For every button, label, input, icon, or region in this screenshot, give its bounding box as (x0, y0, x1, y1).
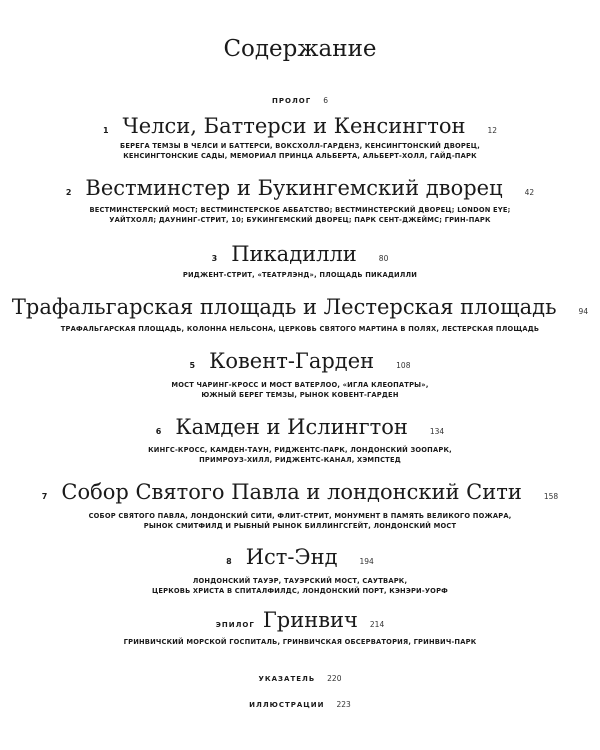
chapter-title: Трафальгарская площадь и Лестерская площадь (11, 295, 557, 319)
chapter-subtopics: СОБОР СВЯТОГО ПАВЛА, ЛОНДОНСКИЙ СИТИ, ФЛИТ-СТРИТ, МОНУМЕНТ В ПАМЯТЬ ВЕЛИКОГО ПОЖАРА, (88, 512, 512, 520)
chapter-title: Челси, Баттерси и Кенсингтон (122, 114, 466, 138)
toc-entry-prologue[interactable] (10, 88, 590, 107)
chapter-page: 80 (378, 254, 389, 263)
illustrations-page: 223 (336, 700, 351, 709)
chapter-title: Камден и Ислингтон (175, 415, 408, 439)
chapter-subtopics: УАЙТХОЛЛ; ДАУНИНГ-СТРИТ, 10; БУКИНГЕМСКИЙ ДВОРЕЦ; ПАРК СЕНТ-ДЖЕЙМС; ГРИН-ПАРК (109, 216, 491, 224)
chapter-number: 7 (41, 492, 48, 501)
toc-entry-chapter-2[interactable] (10, 176, 590, 200)
toc-entry-illustrations[interactable] (10, 692, 590, 711)
chapter-subtopics: РИДЖЕНТ-СТРИТ, «ТЕАТРЛЭНД», ПЛОЩАДЬ ПИКАДИЛЛИ (182, 271, 418, 279)
prologue-page: 6 (323, 96, 328, 105)
chapter-page: 94 (578, 307, 589, 316)
epilogue-title: Гринвич (262, 608, 358, 632)
toc-entry-chapter-1[interactable] (10, 114, 590, 138)
chapter-page: 158 (543, 492, 559, 501)
epilogue-subtopics: ГРИНВИЧСКИЙ МОРСКОЙ ГОСПИТАЛЬ, ГРИНВИЧСКАЯ ОБСЕРВАТОРИЯ, ГРИНВИЧ-ПАРК (123, 638, 477, 646)
toc-entry-chapter-7[interactable] (10, 480, 590, 504)
chapter-page: 42 (524, 188, 535, 197)
chapter-number: 2 (65, 188, 72, 197)
toc-entry-chapter-4[interactable] (10, 295, 590, 319)
toc-entry-chapter-8[interactable] (10, 545, 590, 569)
page-title: Содержание (223, 36, 377, 62)
toc-entry-epilogue[interactable] (10, 608, 590, 632)
toc-entry-chapter-5[interactable] (10, 349, 590, 373)
chapter-subtopics: ЛОНДОНСКИЙ ТАУЭР, ТАУЭРСКИЙ МОСТ, САУТВАРК, (192, 577, 408, 585)
chapter-subtopics: ПРИМРОУЗ-ХИЛЛ, РИДЖЕНТС-КАНАЛ, ХЭМПСТЕД (199, 456, 401, 464)
chapter-number: 3 (211, 254, 218, 263)
chapter-subtopics: ЮЖНЫЙ БЕРЕГ ТЕМЗЫ, РЫНОК КОВЕНТ-ГАРДЕН (201, 391, 399, 399)
toc-entry-chapter-6[interactable] (10, 415, 590, 439)
chapter-title: Собор Святого Павла и лондонский Сити (61, 480, 522, 504)
chapter-page: 134 (429, 427, 445, 436)
chapter-title: Ист-Энд (245, 545, 338, 569)
chapter-subtopics: КЕНСИНГТОНСКИЕ САДЫ, МЕМОРИАЛ ПРИНЦА АЛЬБЕРТА, АЛЬБЕРТ-ХОЛЛ, ГАЙД-ПАРК (123, 152, 477, 160)
illustrations-label: ИЛЛЮСТРАЦИИ (249, 701, 325, 709)
chapter-subtopics: КИНГС-КРОСС, КАМДЕН-ТАУН, РИДЖЕНТС-ПАРК, ЛОНДОНСКИЙ ЗООПАРК, (148, 446, 452, 454)
prologue-label: ПРОЛОГ (272, 97, 312, 105)
epilogue-label: ЭПИЛОГ (215, 621, 255, 629)
index-page: 220 (327, 674, 342, 683)
chapter-subtopics: МОСТ ЧАРИНГ-КРОСС И МОСТ ВАТЕРЛОО, «ИГЛА КЛЕОПАТРЫ», (171, 381, 429, 389)
chapter-title: Ковент-Гарден (209, 349, 375, 373)
index-label: УКАЗАТЕЛЬ (258, 675, 316, 683)
chapter-page: 108 (396, 361, 411, 370)
chapter-subtopics: РЫНОК СМИТФИЛД И РЫБНЫЙ РЫНОК БИЛЛИНГСГЕЙТ, ЛОНДОНСКИЙ МОСТ (143, 522, 457, 530)
chapter-number: 6 (155, 427, 162, 436)
chapter-number: 8 (226, 557, 232, 566)
toc-entry-index[interactable] (10, 666, 590, 685)
toc-entry-chapter-3[interactable] (10, 242, 590, 266)
chapter-page: 12 (487, 126, 498, 135)
chapter-subtopics: ВЕСТМИНСТЕРСКИЙ МОСТ; ВЕСТМИНСТЕРСКОЕ АББАТСТВО; ВЕСТМИНСТЕРСКИЙ ДВОРЕЦ; LONDON EYE; (89, 206, 511, 214)
chapter-subtopics: ТРАФАЛЬГАРСКАЯ ПЛОЩАДЬ, КОЛОННА НЕЛЬСОНА, ЦЕРКОВЬ СВЯТОГО МАРТИНА В ПОЛЯХ, ЛЕСТЕРСКАЯ ПЛОЩАДЬ (60, 325, 540, 333)
epilogue-page: 214 (369, 620, 385, 629)
chapter-subtopics: ЦЕРКОВЬ ХРИСТА В СПИТАЛФИЛДС, ЛОНДОНСКИЙ ПОРТ, КЭНЭРИ-УОРФ (151, 587, 449, 595)
chapter-page: 194 (359, 557, 374, 566)
chapter-title: Пикадилли (231, 242, 357, 266)
chapter-number: 5 (189, 361, 196, 370)
chapter-number: 1 (102, 126, 109, 135)
chapter-title: Вестминстер и Букингемский дворец (85, 176, 503, 200)
chapter-subtopics: БЕРЕГА ТЕМЗЫ В ЧЕЛСИ И БАТТЕРСИ, ВОКСХОЛЛ-ГАРДЕНЗ, КЕНСИНГТОНСКИЙ ДВОРЕЦ, (120, 142, 480, 150)
